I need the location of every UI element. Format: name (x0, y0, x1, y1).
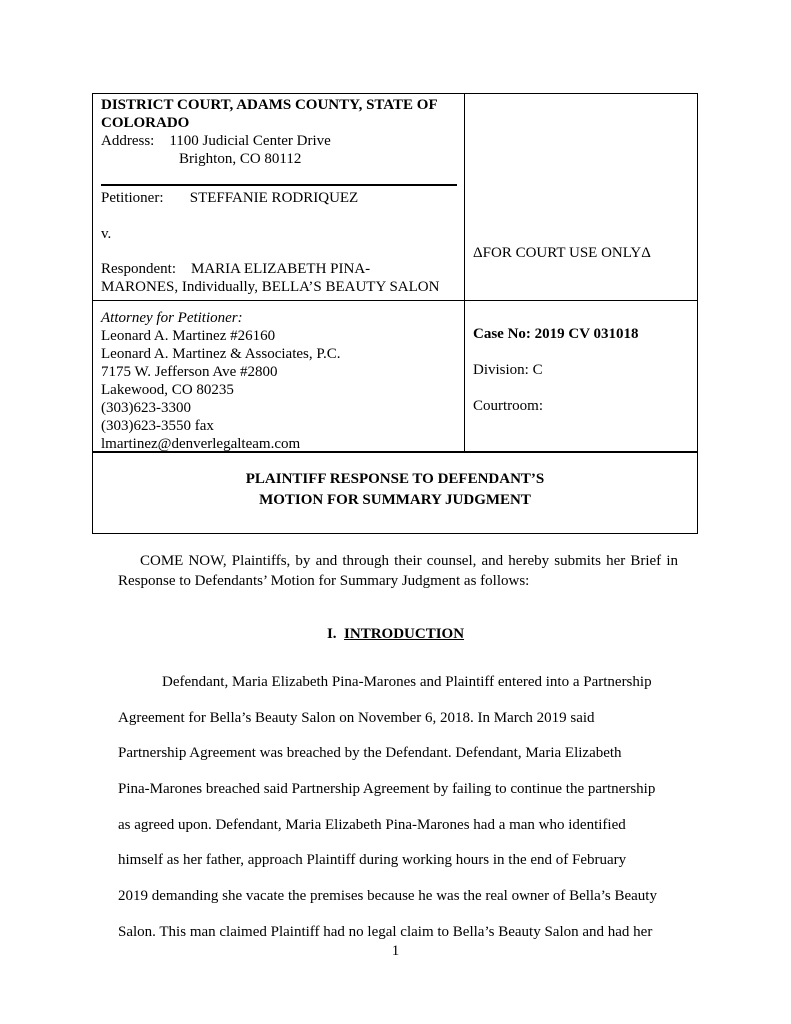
court-address (101, 132, 456, 150)
court-use-cell (465, 94, 697, 300)
respondent-line1: MARIA ELIZABETH PINA- (191, 261, 371, 277)
case-caption-table (92, 93, 698, 534)
respondent-label: Respondent: (101, 261, 176, 277)
section-number: I. (326, 626, 337, 642)
attorney-fax: (303)623-3550 fax (101, 418, 214, 434)
attorney-street: 7175 W. Jefferson Ave #2800 (101, 364, 278, 380)
attorney-city: Lakewood, CO 80235 (101, 382, 234, 398)
court-name-line1: DISTRICT COURT, ADAMS COUNTY, STATE OF (101, 97, 438, 113)
courtroom: Courtroom: (473, 398, 543, 414)
body-line: Pina-Marones breached said Partnership Agreement by failing to continue the partnership (118, 781, 656, 798)
body-line: Agreement for Bella’s Beauty Salon on November 6, 2018. In March 2019 said (118, 709, 595, 726)
attorney-name: Leonard A. Martinez #26160 (101, 328, 276, 344)
court-use-only-label: ΔFOR COURT USE ONLYΔ (473, 245, 651, 261)
document-title-cell (93, 451, 697, 533)
body-line: himself as her father, approach Plaintiff during working hours in the end of February (118, 852, 627, 869)
caption-divider (101, 184, 457, 186)
attorney-phone: (303)623-3300 (101, 400, 191, 416)
division: Division: C (473, 362, 543, 378)
body-line: Salon. This man claimed Plaintiff had no legal claim to Bella’s Beauty Salon and had her (118, 923, 653, 940)
respondent-line2: MARONES, Individually, BELLA’S BEAUTY SALON (101, 279, 440, 295)
address-line2: Brighton, CO 80112 (179, 151, 302, 167)
case-info-cell (465, 300, 697, 452)
case-number: Case No: 2019 CV 031018 (473, 326, 639, 342)
versus-text: v. (101, 226, 112, 242)
body-line: Partnership Agreement was breached by the Defendant. Defendant, Maria Elizabeth (118, 745, 622, 762)
body-line: as agreed upon. Defendant, Maria Elizabeth Pina-Marones had a man who identified (118, 816, 626, 833)
petitioner-line (101, 189, 358, 207)
document-title-line1: PLAINTIFF RESPONSE TO DEFENDANT’S (245, 471, 545, 487)
document-title-line2: MOTION FOR SUMMARY JUDGMENT (259, 492, 531, 508)
body-line: Defendant, Maria Elizabeth Pina-Marones and Plaintiff entered into a Partnership (162, 674, 652, 690)
petitioner-label: Petitioner: (101, 190, 164, 206)
opening-paragraph: COME NOW, Plaintiffs, by and through their counsel, and hereby submits her Brief in Response to Defendants’ Motion for Summary Judgment as follows: (118, 553, 678, 589)
address-label: Address: (101, 133, 155, 149)
address-line1: 1100 Judicial Center Drive (169, 133, 331, 149)
attorney-email: lmartinez@denverlegalteam.com (101, 436, 301, 452)
body-line: 2019 demanding she vacate the premises because he was the real owner of Bella’s Beauty (118, 888, 657, 905)
attorney-firm: Leonard A. Martinez & Associates, P.C. (101, 346, 341, 362)
respondent-block (101, 260, 439, 296)
introduction-body (118, 672, 678, 958)
court-name-line2: COLORADO (101, 115, 190, 131)
section-heading (0, 626, 791, 643)
page-number: 1 (391, 943, 400, 959)
attorney-info-cell (93, 300, 465, 452)
attorney-label: Attorney for Petitioner: (101, 310, 243, 326)
petitioner-name: STEFFANIE RODRIQUEZ (189, 190, 359, 206)
section-title: INTRODUCTION (344, 626, 465, 642)
court-info-cell (93, 94, 465, 300)
